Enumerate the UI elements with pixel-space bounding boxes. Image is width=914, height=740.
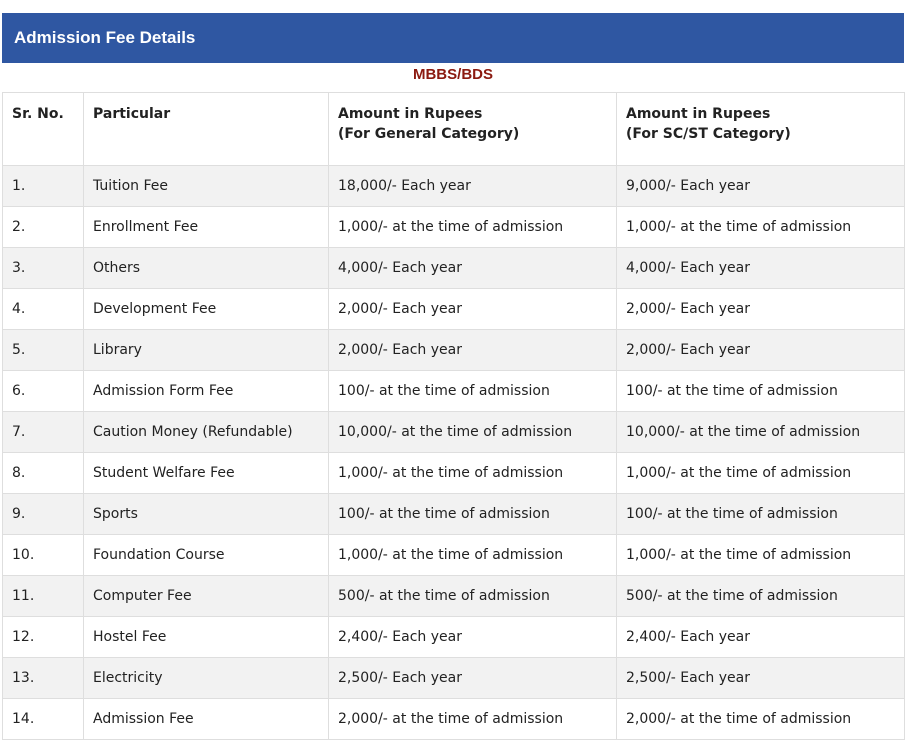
particular-cell: Others [84,248,329,289]
particular-cell: Admission Form Fee [84,371,329,412]
table-row [3,248,905,289]
sr-no-cell: 14. [3,699,84,740]
column-header-sr-no [3,93,84,166]
general-amount-cell: 2,000/- Each year [329,289,617,330]
scst-amount-cell: 2,400/- Each year [617,617,905,658]
fee-table-body [3,166,905,740]
table-row [3,412,905,453]
sr-no-cell: 5. [3,330,84,371]
column-header-general [329,93,617,166]
sr-no-cell: 7. [3,412,84,453]
scst-amount-cell: 100/- at the time of admission [617,371,905,412]
table-row [3,289,905,330]
sr-no-cell: 2. [3,207,84,248]
table-row [3,494,905,535]
general-amount-cell: 100/- at the time of admission [329,494,617,535]
scst-amount-cell: 2,000/- Each year [617,330,905,371]
section-header [2,13,904,63]
particular-cell: Enrollment Fee [84,207,329,248]
section-title: Admission Fee Details [14,28,196,47]
table-header-row [3,93,905,166]
particular-cell: Hostel Fee [84,617,329,658]
table-row [3,535,905,576]
scst-amount-cell: 2,000/- at the time of admission [617,699,905,740]
column-header-scst [617,93,905,166]
column-header-line: Particular [93,106,171,122]
table-row [3,371,905,412]
particular-cell: Admission Fee [84,699,329,740]
table-row [3,453,905,494]
general-amount-cell: 100/- at the time of admission [329,371,617,412]
general-amount-cell: 10,000/- at the time of admission [329,412,617,453]
particular-cell: Tuition Fee [84,166,329,207]
sr-no-cell: 13. [3,658,84,699]
general-amount-cell: 2,000/- Each year [329,330,617,371]
scst-amount-cell: 4,000/- Each year [617,248,905,289]
general-amount-cell: 2,400/- Each year [329,617,617,658]
general-amount-cell: 1,000/- at the time of admission [329,453,617,494]
table-row [3,166,905,207]
scst-amount-cell: 10,000/- at the time of admission [617,412,905,453]
particular-cell: Library [84,330,329,371]
general-amount-cell: 500/- at the time of admission [329,576,617,617]
sr-no-cell: 12. [3,617,84,658]
column-header-particular [84,93,329,166]
sr-no-cell: 10. [3,535,84,576]
scst-amount-cell: 2,500/- Each year [617,658,905,699]
particular-cell: Student Welfare Fee [84,453,329,494]
scst-amount-cell: 1,000/- at the time of admission [617,207,905,248]
general-amount-cell: 4,000/- Each year [329,248,617,289]
table-row [3,576,905,617]
column-header-subline: (For SC/ST Category) [626,126,791,142]
sr-no-cell: 9. [3,494,84,535]
table-row [3,658,905,699]
particular-cell: Caution Money (Refundable) [84,412,329,453]
sr-no-cell: 11. [3,576,84,617]
particular-cell: Development Fee [84,289,329,330]
general-amount-cell: 2,500/- Each year [329,658,617,699]
sr-no-cell: 1. [3,166,84,207]
particular-cell: Foundation Course [84,535,329,576]
particular-cell: Computer Fee [84,576,329,617]
general-amount-cell: 18,000/- Each year [329,166,617,207]
sr-no-cell: 3. [3,248,84,289]
general-amount-cell: 2,000/- at the time of admission [329,699,617,740]
sr-no-cell: 4. [3,289,84,330]
scst-amount-cell: 9,000/- Each year [617,166,905,207]
column-header-line: Amount in Rupees [626,106,771,122]
particular-cell: Sports [84,494,329,535]
table-row [3,330,905,371]
table-row [3,699,905,740]
sr-no-cell: 6. [3,371,84,412]
column-header-line: Sr. No. [12,106,64,122]
table-row [3,617,905,658]
scst-amount-cell: 500/- at the time of admission [617,576,905,617]
sr-no-cell: 8. [3,453,84,494]
scst-amount-cell: 100/- at the time of admission [617,494,905,535]
scst-amount-cell: 1,000/- at the time of admission [617,453,905,494]
fee-table [2,92,905,740]
column-header-line: Amount in Rupees [338,106,483,122]
general-amount-cell: 1,000/- at the time of admission [329,535,617,576]
column-header-subline: (For General Category) [338,126,520,142]
general-amount-cell: 1,000/- at the time of admission [329,207,617,248]
table-row [3,207,905,248]
particular-cell: Electricity [84,658,329,699]
scst-amount-cell: 1,000/- at the time of admission [617,535,905,576]
course-subtitle: MBBS/BDS [412,66,493,83]
scst-amount-cell: 2,000/- Each year [617,289,905,330]
